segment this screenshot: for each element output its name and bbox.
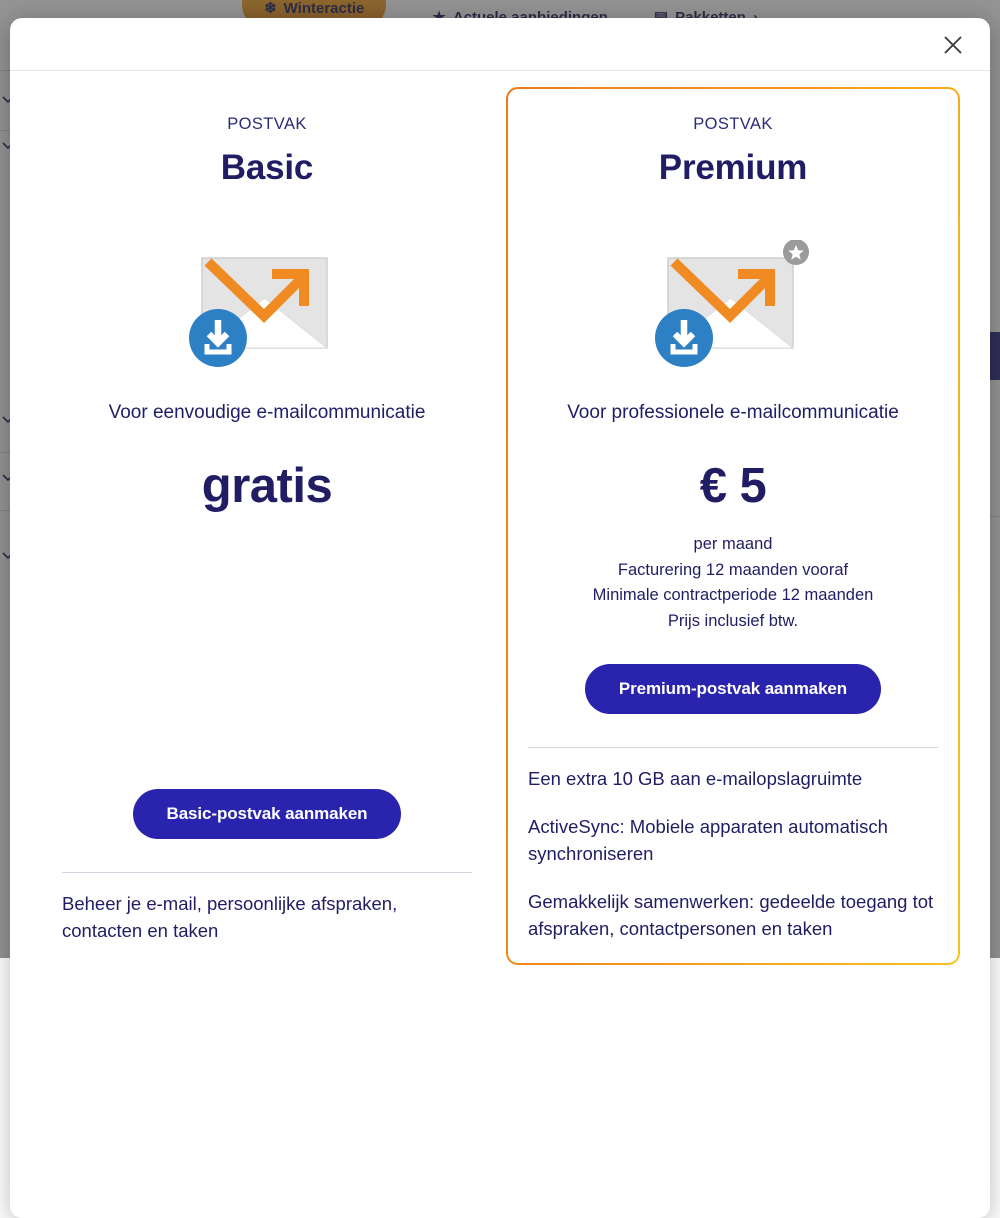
- list-item: Een extra 10 GB aan e-mailopslagruimte: [528, 766, 938, 793]
- plan-kicker: POSTVAK: [693, 115, 773, 134]
- plan-title: Basic: [221, 148, 313, 188]
- plan-divider: [528, 747, 938, 748]
- plan-term-line: Minimale contractperiode 12 maanden: [593, 583, 874, 609]
- plan-term-line: per maand: [593, 532, 874, 558]
- close-icon[interactable]: [936, 28, 970, 62]
- plan-tagline: Voor eenvoudige e-mailcommunicatie: [109, 402, 426, 424]
- envelope-download-icon: [648, 240, 818, 380]
- plan-cta-wrap: [62, 759, 472, 839]
- create-basic-mailbox-button[interactable]: Basic-postvak aanmaken: [133, 789, 402, 839]
- feature-list-premium: [528, 766, 938, 963]
- plan-term-line: Prijs inclusief btw.: [593, 609, 874, 635]
- plan-card-premium: [506, 87, 960, 965]
- plan-tagline: Voor professionele e-mailcommunicatie: [567, 402, 899, 424]
- star-badge-icon: [783, 240, 809, 265]
- plan-title: Premium: [659, 148, 807, 188]
- plan-price: gratis: [202, 458, 332, 514]
- list-item: Gemakkelijk samenwerken: gedeelde toegang tot afspraken, contactpersonen en taken: [528, 889, 938, 943]
- feature-list-basic: [62, 891, 472, 966]
- modal-header: [10, 18, 990, 71]
- plan-terms: [593, 532, 874, 634]
- create-premium-mailbox-button[interactable]: Premium-postvak aanmaken: [585, 664, 881, 714]
- plan-kicker: POSTVAK: [227, 115, 307, 134]
- plan-cta-wrap: [528, 634, 938, 714]
- envelope-download-icon: [182, 240, 352, 380]
- plans-container: [10, 71, 990, 965]
- plan-price: € 5: [700, 458, 767, 514]
- plan-term-line: Facturering 12 maanden vooraf: [593, 558, 874, 584]
- plan-card-basic: [40, 87, 494, 965]
- list-item: ActiveSync: Mobiele apparaten automatisch synchroniseren: [528, 814, 938, 868]
- mailbox-plans-modal: [10, 18, 990, 1218]
- list-item: Beheer je e-mail, persoonlijke afspraken, contacten en taken: [62, 891, 472, 945]
- plan-divider: [62, 872, 472, 873]
